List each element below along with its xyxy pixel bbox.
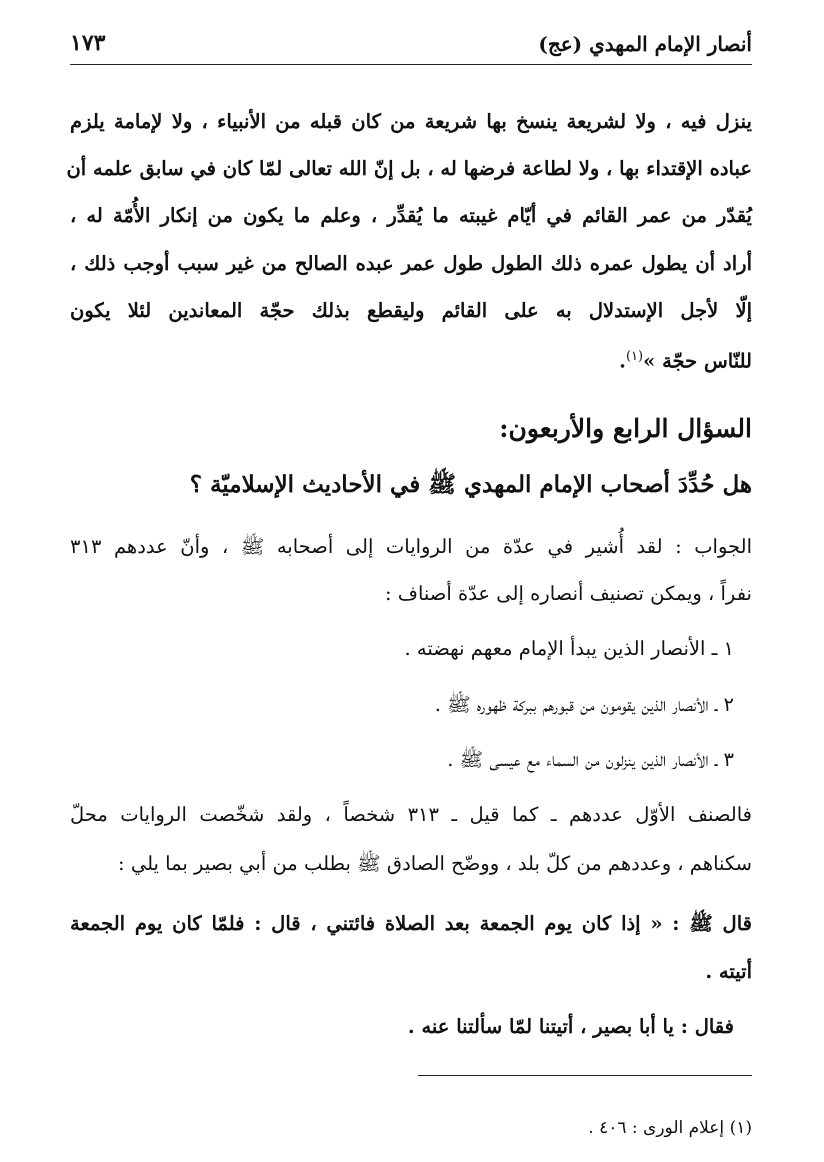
paragraph-line: سكناهم ، وعددهم من كلّ بلد ، ووضّح الصادق ﷺ بطلب من أبي بصير بما يلي :: [118, 852, 752, 875]
paragraph-line: عباده الإقتداء بها ، ولا لطاعة فرضها له ، بل إنّ الله تعالى لمّا كان في سابق علمه أن: [66, 157, 752, 180]
quote-line: أتيته .: [705, 960, 752, 983]
paragraph-line: أراد أن يطول عمره ذلك الطول طول عمر عبده الصالح من غير سبب أوجب ذلك ،: [70, 252, 752, 275]
running-title: أنصار الإمام المهدي (عج): [538, 32, 752, 56]
page-header: [70, 28, 752, 65]
page-number: ١٧٣: [70, 30, 106, 56]
footnote-marker: (١): [729, 1118, 752, 1138]
footnote: [588, 1118, 752, 1138]
question-title: السؤال الرابع والأربعون:: [499, 414, 752, 443]
paragraph-line: إلّا لأجل الإستدلال به على القائم وليقطع بذلك حجّة المعاندين لئلا يكون: [70, 299, 752, 322]
question-subtitle: هل حُدِّدَ أصحاب الإمام المهدي ﷺ في الأحاديث الإسلاميّة ؟: [189, 471, 752, 498]
quote-line: قال ﷺ : « إذا كان يوم الجمعة بعد الصلاة فائتني ، قال : فلمّا كان يوم الجمعة: [70, 912, 752, 935]
paragraph-line: ينزل فيه ، ولا لشريعة ينسخ بها شريعة من كان قبله من الأنبياء ، ولا لإمامة يلزم: [70, 110, 752, 133]
list-item: ٢ ـ الأنصار الذين يقومون من قبورهم ببركة ظهوره ﷺ .: [434, 693, 734, 716]
paragraph-last-line: [70, 343, 752, 376]
list-item: ٣ ـ الأنصار الذين ينزلون من السماء مع عيسى ﷺ .: [447, 748, 734, 771]
paragraph-line: يُقدّر من عمر القائم في أيّام غيبته ما يُقدِّر ، وعلم ما يكون من إنكار الأُمّة له ،: [70, 204, 752, 227]
paragraph-line: فالصنف الأوّل عددهم ـ كما قيل ـ ٣١٣ شخصاً ، ولقد شخّصت الروايات محلّ: [70, 803, 752, 826]
footnote-divider: [418, 1075, 752, 1076]
list-item: ١ ـ الأنصار الذين يبدأ الإمام معهم نهضته .: [404, 637, 734, 660]
footnote-text: إعلام الورى : ٤٠٦ .: [588, 1118, 725, 1138]
answer-line: نفراً ، ويمكن تصنيف أنصاره إلى عدّة أصناف :: [385, 582, 752, 605]
paragraph-text: للنّاس حجّة »: [643, 349, 752, 373]
footnote-reference: (١): [625, 349, 644, 364]
quote-line: فقال : يا أبا بصير ، أتيتنا لمّا سألتنا عنه .: [407, 1015, 734, 1038]
end-punctuation: .: [619, 349, 626, 373]
answer-line: الجواب : لقد أُشير في عدّة من الروايات إلى أصحابه ﷺ ، وأنّ عددهم ٣١٣: [70, 535, 752, 558]
